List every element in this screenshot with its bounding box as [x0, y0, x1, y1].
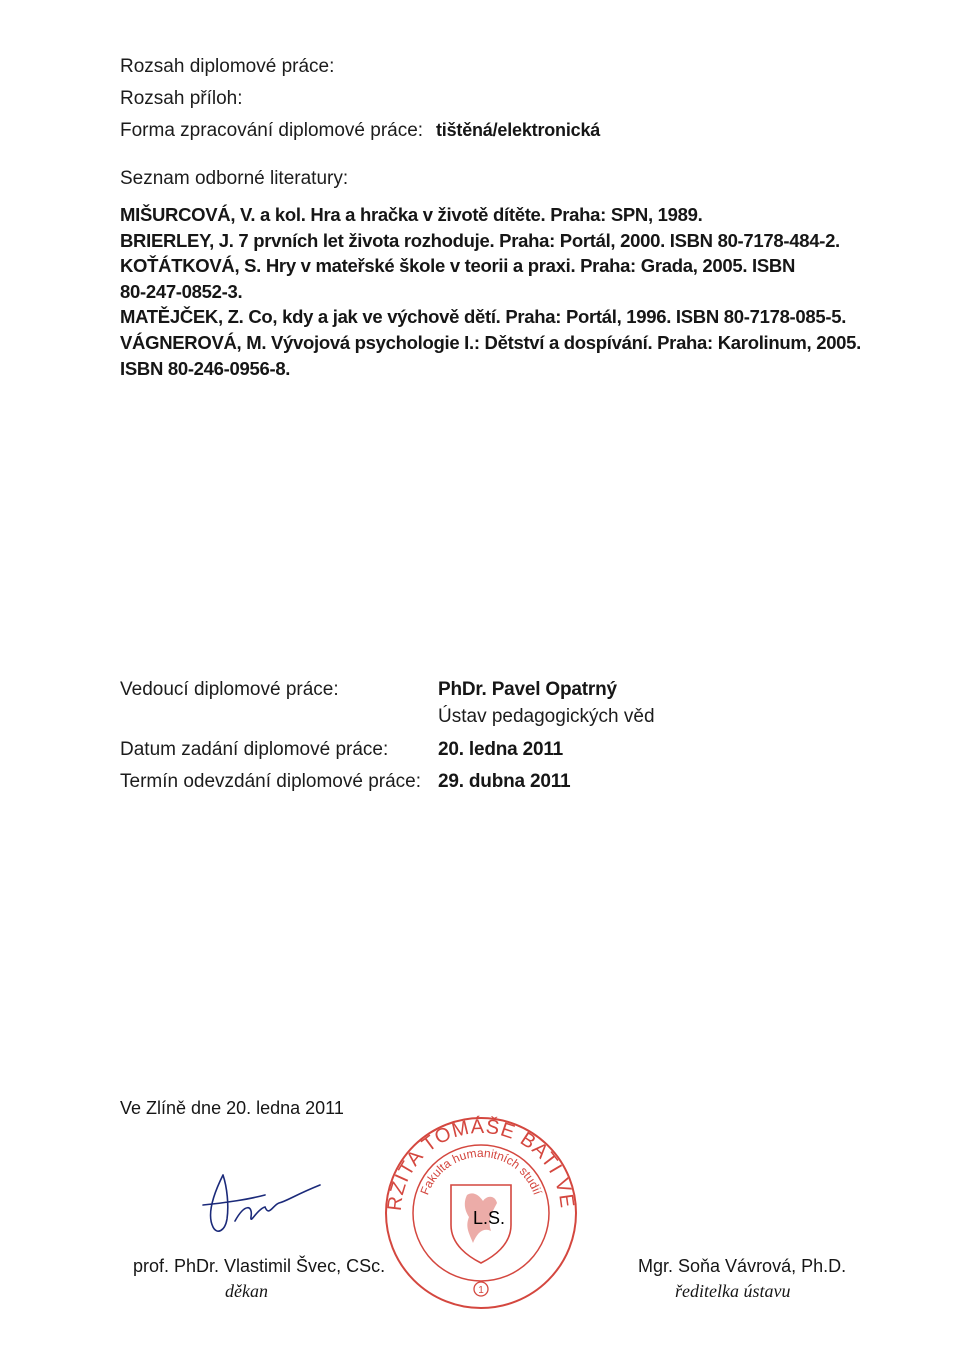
- assignment-date-value: 20. ledna 2011: [438, 739, 564, 760]
- place-date: Ve Zlíně dne 20. ledna 2011: [120, 1098, 344, 1118]
- stamp-inner-text: Fakulta humanitních studií: [417, 1145, 545, 1197]
- appendix-scope-label: Rozsah příloh:: [120, 88, 243, 109]
- stamp-outer-text: RZITA TOMÁŠE BATI VE: [383, 1115, 579, 1212]
- dean-name: prof. PhDr. Vlastimil Švec, CSc.: [133, 1256, 386, 1276]
- stamp-ls: L.S.: [473, 1208, 506, 1228]
- literature-item: KOŤÁTKOVÁ, S. Hry v mateřské škole v teorii a praxi. Praha: Grada, 2005. ISBN: [120, 255, 796, 276]
- assignment-date-label: Datum zadání diplomové práce:: [120, 739, 389, 760]
- literature-item: MATĚJČEK, Z. Co, kdy a jak ve výchově dětí. Praha: Portál, 1996. ISBN 80-7178-085-5.: [120, 306, 847, 327]
- submission-date-label: Termín odevzdání diplomové práce:: [120, 771, 421, 792]
- literature-heading: Seznam odborné literatury:: [120, 168, 349, 189]
- supervisor-department: Ústav pedagogických věd: [438, 706, 655, 727]
- literature-item: 80-247-0852-3.: [120, 281, 243, 302]
- supervisor-label: Vedoucí diplomové práce:: [120, 679, 339, 700]
- form-value: tištěná/elektronická: [436, 120, 601, 140]
- director-name: Mgr. Soňa Vávrová, Ph.D.: [638, 1256, 847, 1276]
- dean-role: děkan: [225, 1281, 268, 1301]
- supervisor-name: PhDr. Pavel Opatrný: [438, 679, 617, 700]
- literature-item: BRIERLEY, J. 7 prvních let života rozhoduje. Praha: Portál, 2000. ISBN 80-7178-484-2.: [120, 230, 840, 251]
- thesis-scope-label: Rozsah diplomové práce:: [120, 56, 335, 77]
- stamp-number: 1: [478, 1285, 484, 1296]
- director-role: ředitelka ústavu: [675, 1281, 791, 1301]
- literature-item: MIŠURCOVÁ, V. a kol. Hra a hračka v životě dítěte. Praha: SPN, 1989.: [120, 204, 703, 225]
- dean-signature: [195, 1165, 345, 1245]
- literature-item: ISBN 80-246-0956-8.: [120, 358, 291, 379]
- submission-date-value: 29. dubna 2011: [438, 771, 571, 792]
- literature-item: VÁGNEROVÁ, M. Vývojová psychologie I.: Dětství a dospívání. Praha: Karolinum, 2005.: [120, 332, 861, 353]
- form-label: Forma zpracování diplomové práce:: [120, 120, 424, 141]
